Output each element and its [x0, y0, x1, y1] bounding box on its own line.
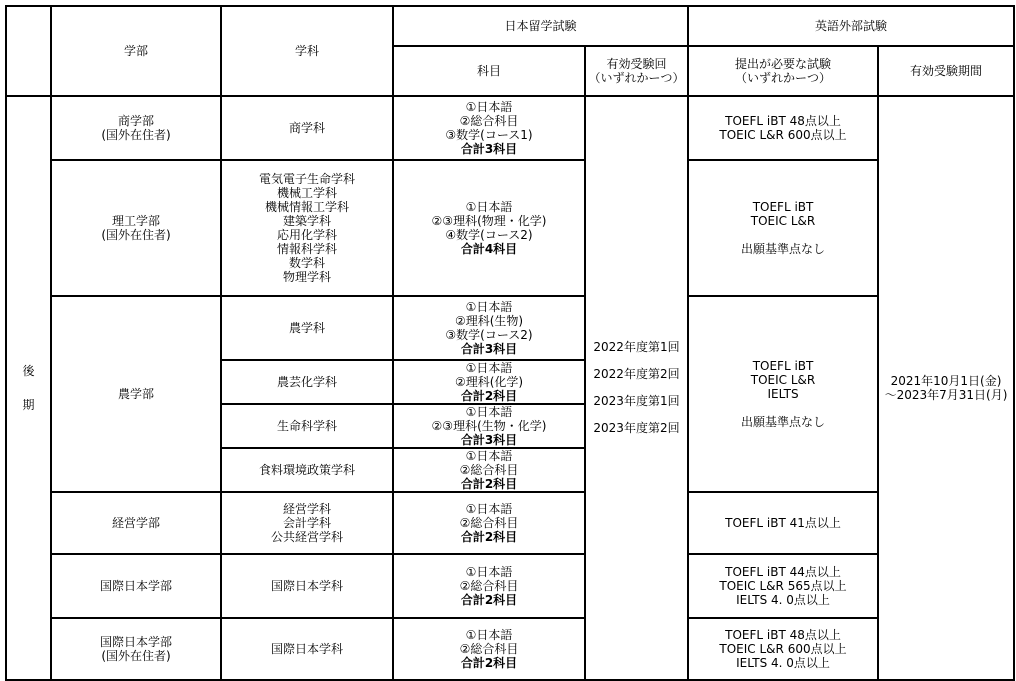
subjects-cell: ①日本語 ②総合科目 ③数学(コース1) 合計3科目: [393, 96, 585, 160]
subjects-cell: ①日本語 ②理科(化学) 合計2科目: [393, 360, 585, 404]
subjects-cell: ①日本語 ②③理科(物理・化学) ④数学(コース2) 合計4科目: [393, 160, 585, 296]
department-cell: 電気電子生命学科 機械工学科 機械情報工学科 建築学科 応用化学科 情報科学科 数学科 物理学科: [221, 160, 393, 296]
subjects-cell: ①日本語 ②③理科(生物・化学) 合計3科目: [393, 404, 585, 448]
header-department: 学科: [221, 6, 393, 96]
english-cell: TOEFL iBT 48点以上 TOEIC L&R 600点以上: [688, 96, 878, 160]
term-cell: 後 期: [6, 96, 51, 680]
subjects-cell: ①日本語 ②総合科目 合計2科目: [393, 492, 585, 554]
department-cell: 商学科: [221, 96, 393, 160]
department-cell: 農芸化学科: [221, 360, 393, 404]
department-cell: 国際日本学科: [221, 554, 393, 618]
department-cell: 経営学科 会計学科 公共経営学科: [221, 492, 393, 554]
faculty-cell: 農学部: [51, 296, 221, 492]
faculty-cell: 国際日本学部: [51, 554, 221, 618]
table-row: [6, 96, 1014, 160]
eju-rounds-cell: 2022年度第1回 2022年度第2回 2023年度第1回 2023年度第2回: [585, 96, 688, 680]
english-cell: TOEFL iBT TOEIC L&R IELTS 出願基準点なし: [688, 296, 878, 492]
header-english: 英語外部試験: [688, 6, 1014, 46]
table-row: [6, 554, 1014, 618]
header-validity: 有効受験期間: [878, 46, 1014, 96]
faculty-cell: 国際日本学部 (国外在住者): [51, 618, 221, 680]
faculty-cell: 経営学部: [51, 492, 221, 554]
department-cell: 農学科: [221, 296, 393, 360]
header-row-1: [6, 6, 1014, 46]
admission-requirements-table: [5, 5, 1015, 681]
english-cell: TOEFL iBT 48点以上 TOEIC L&R 600点以上 IELTS 4. 0点以上: [688, 618, 878, 680]
header-eju: 日本留学試験: [393, 6, 688, 46]
faculty-cell: 商学部 (国外在住者): [51, 96, 221, 160]
header-eju-subjects: 科目: [393, 46, 585, 96]
header-eju-rounds: 有効受験回 （いずれかーつ）: [585, 46, 688, 96]
english-cell: TOEFL iBT TOEIC L&R 出願基準点なし: [688, 160, 878, 296]
subjects-cell: ①日本語 ②理科(生物) ③数学(コース2) 合計3科目: [393, 296, 585, 360]
table-row: [6, 618, 1014, 680]
header-term: [6, 6, 51, 96]
header-english-tests: 提出が必要な試験 （いずれかーつ）: [688, 46, 878, 96]
table-row: [6, 160, 1014, 296]
english-cell: TOEFL iBT 41点以上: [688, 492, 878, 554]
header-faculty: 学部: [51, 6, 221, 96]
table-row: [6, 296, 1014, 360]
subjects-cell: ①日本語 ②総合科目 合計2科目: [393, 618, 585, 680]
english-cell: TOEFL iBT 44点以上 TOEIC L&R 565点以上 IELTS 4. 0点以上: [688, 554, 878, 618]
subjects-cell: ①日本語 ②総合科目 合計2科目: [393, 448, 585, 492]
subjects-cell: ①日本語 ②総合科目 合計2科目: [393, 554, 585, 618]
department-cell: 生命科学科: [221, 404, 393, 448]
validity-cell: 2021年10月1日(金) ～2023年7月31日(月): [878, 96, 1014, 680]
department-cell: 食料環境政策学科: [221, 448, 393, 492]
faculty-cell: 理工学部 (国外在住者): [51, 160, 221, 296]
table-row: [6, 492, 1014, 554]
department-cell: 国際日本学科: [221, 618, 393, 680]
